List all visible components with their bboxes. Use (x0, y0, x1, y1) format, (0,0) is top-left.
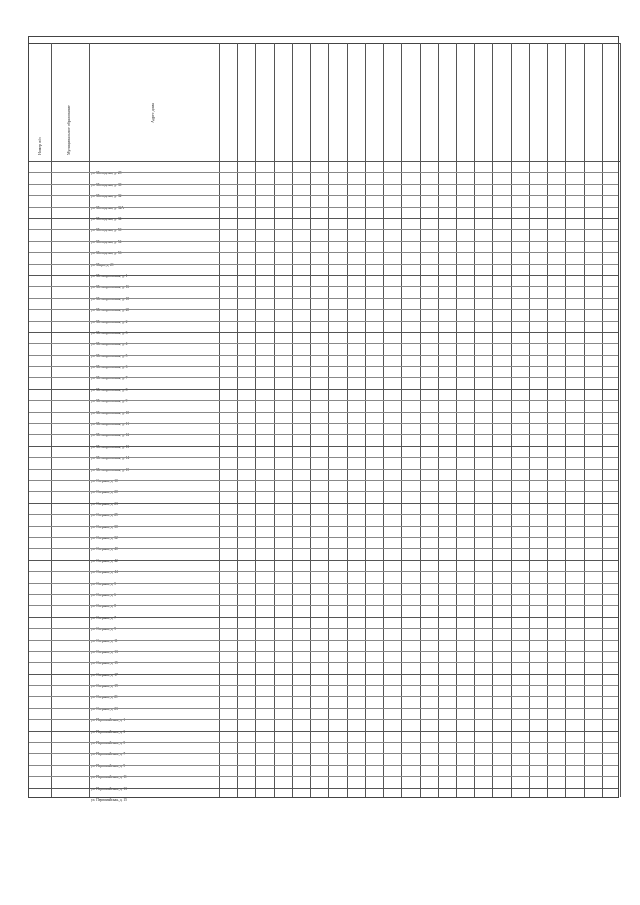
row-address: ул. Озерная, д. 23 (91, 501, 118, 506)
row-address: ул. Мелиоративная, д. 2 (91, 319, 128, 324)
row-divider (29, 674, 618, 675)
row-address: ул. Мелиоративная, д. 10 (91, 410, 130, 415)
row-address: ул. Озерная, д. 17 (91, 672, 118, 677)
row-divider (29, 594, 618, 595)
row-divider (29, 617, 618, 618)
row-divider (29, 241, 618, 242)
row-address: ул. Озерная, д. 23 (91, 706, 118, 711)
row-divider (29, 412, 618, 413)
row-divider (29, 583, 618, 584)
row-address: ул. Мелиоративная, д. 1 (91, 273, 128, 278)
row-divider (29, 355, 618, 356)
column-divider (401, 43, 402, 797)
column-divider (420, 43, 421, 797)
row-divider (29, 537, 618, 538)
column-divider (456, 43, 457, 797)
row-address: ул. Мелиоративная, д. 14 (91, 456, 130, 461)
row-divider (29, 321, 618, 322)
row-divider (29, 651, 618, 652)
row-address: ул. Мелиоративная, д. 3 (91, 330, 128, 335)
row-divider (29, 731, 618, 732)
row-address: ул. Первомайская, д. 11 (91, 775, 127, 780)
row-divider (29, 161, 618, 162)
column-divider (365, 43, 366, 797)
row-address: ул. Первомайская, д. 13 (91, 786, 127, 791)
row-address: ул. Первомайская, д. 15 (91, 798, 127, 802)
row-address: ул. Молодежи, д. 32 (91, 194, 122, 199)
row-address: ул. Молодежи, д. 54 (91, 239, 122, 244)
row-address: ул. Мира, д. 21 (91, 262, 114, 267)
column-divider (347, 43, 348, 797)
column-divider (237, 43, 238, 797)
row-address: ул. Первомайская, д. 9 (91, 763, 126, 768)
row-divider (29, 275, 618, 276)
row-address: ул. Озерная, д. 5 (91, 581, 117, 586)
row-divider (29, 560, 618, 561)
row-address: ул. Молодежи, д. 34 (91, 216, 122, 221)
row-address: ул. Озерная, д. 20 (91, 490, 118, 495)
column-divider (529, 43, 530, 797)
row-address: ул. Мелиоративная, д. 16 (91, 285, 130, 290)
row-address: ул. Первомайская, д. 7 (91, 752, 126, 757)
column-divider (51, 43, 52, 797)
row-address: ул. Молодежи, д. 56 (91, 251, 122, 256)
header-row (29, 43, 620, 162)
column-divider (219, 43, 220, 797)
column-divider (310, 43, 311, 797)
row-address: ул. Мелиоративная, д. 9 (91, 399, 128, 404)
row-divider (29, 708, 618, 709)
row-address: ул. Озерная, д. 8 (91, 604, 117, 609)
header-address: Адрес дома (150, 103, 155, 123)
document-sheet (28, 36, 619, 802)
row-divider (29, 469, 618, 470)
row-address: ул. Молодежи, д. 50 (91, 228, 122, 233)
column-divider (492, 43, 493, 797)
column-divider (474, 43, 475, 797)
row-address: ул. Мелиоративная, д. 15 (91, 467, 130, 472)
column-divider (383, 43, 384, 797)
column-divider (274, 43, 275, 797)
row-address: ул. Мелиоративная, д. 5 (91, 353, 128, 358)
row-divider (29, 526, 618, 527)
row-divider (29, 788, 618, 789)
row-address: ул. Первомайская, д. 5 (91, 741, 126, 746)
row-address: ул. Озерная, д. 40 (91, 547, 118, 552)
column-divider (511, 43, 512, 797)
row-address: ул. Молодежи, д. 28 (91, 171, 122, 176)
row-divider (29, 446, 618, 447)
row-address: ул. Молодежи, д. 30 (91, 182, 122, 187)
row-address: ул. Молодежи, д. 32А (91, 205, 125, 210)
row-address: ул. Озерная, д. 13 (91, 649, 118, 654)
row-divider (29, 503, 618, 504)
row-address: ул. Озерная, д. 25 (91, 513, 118, 518)
row-address: ул. Озерная, д. 42 (91, 558, 118, 563)
row-divider (29, 480, 618, 481)
row-divider (29, 264, 618, 265)
row-address: ул. Озерная, д. 6 (91, 592, 117, 597)
row-address: ул. Озерная, д. 19 (91, 684, 118, 689)
row-address: ул. Мелиоративная, д. 6 (91, 365, 128, 370)
column-divider (328, 43, 329, 797)
row-divider (29, 184, 618, 185)
row-address: ул. Мелиоративная, д. 4 (91, 342, 128, 347)
column-divider (89, 43, 90, 797)
row-address: ул. Мелиоративная, д. 13 (91, 444, 130, 449)
column-divider (602, 43, 603, 797)
header-num: Номер п/п (37, 137, 42, 155)
header-municipality: Муниципальное образование (66, 105, 71, 155)
column-divider (547, 43, 548, 797)
column-divider (620, 43, 621, 797)
column-divider (255, 43, 256, 797)
row-address: ул. Мелиоративная, д. 20 (91, 308, 130, 313)
column-divider (565, 43, 566, 797)
column-divider (292, 43, 293, 797)
row-address: ул. Мелиоративная, д. 18 (91, 296, 130, 301)
row-address: ул. Мелиоративная, д. 11 (91, 422, 130, 427)
row-address: ул. Озерная, д. 11 (91, 638, 118, 643)
row-address: ул. Мелиоративная, д. 8 (91, 387, 128, 392)
row-divider (29, 765, 618, 766)
row-divider (29, 298, 618, 299)
row-address: ул. Первомайская, д. 3 (91, 729, 126, 734)
row-divider (29, 640, 618, 641)
row-divider (29, 332, 618, 333)
row-address: ул. Озерная, д. 10 (91, 479, 118, 483)
column-divider (438, 43, 439, 797)
row-address: ул. Озерная, д. 15 (91, 661, 118, 666)
column-divider (584, 43, 585, 797)
row-address: ул. Озерная, д. 9 (91, 627, 117, 632)
row-divider (29, 207, 618, 208)
row-address: ул. Озерная, д. 32 (91, 535, 118, 540)
row-address: ул. Озерная, д. 21 (91, 695, 118, 700)
row-address: ул. Озерная, д. 44 (91, 570, 118, 575)
row-divider (29, 218, 618, 219)
row-address: ул. Озерная, д. 7 (91, 615, 117, 620)
row-address: ул. Озерная, д. 30 (91, 524, 118, 529)
row-address: ул. Первомайская, д. 1 (91, 718, 126, 723)
row-divider (29, 389, 618, 390)
row-address: ул. Мелиоративная, д. 12 (91, 433, 130, 438)
row-address: ул. Мелиоративная, д. 7 (91, 376, 128, 381)
